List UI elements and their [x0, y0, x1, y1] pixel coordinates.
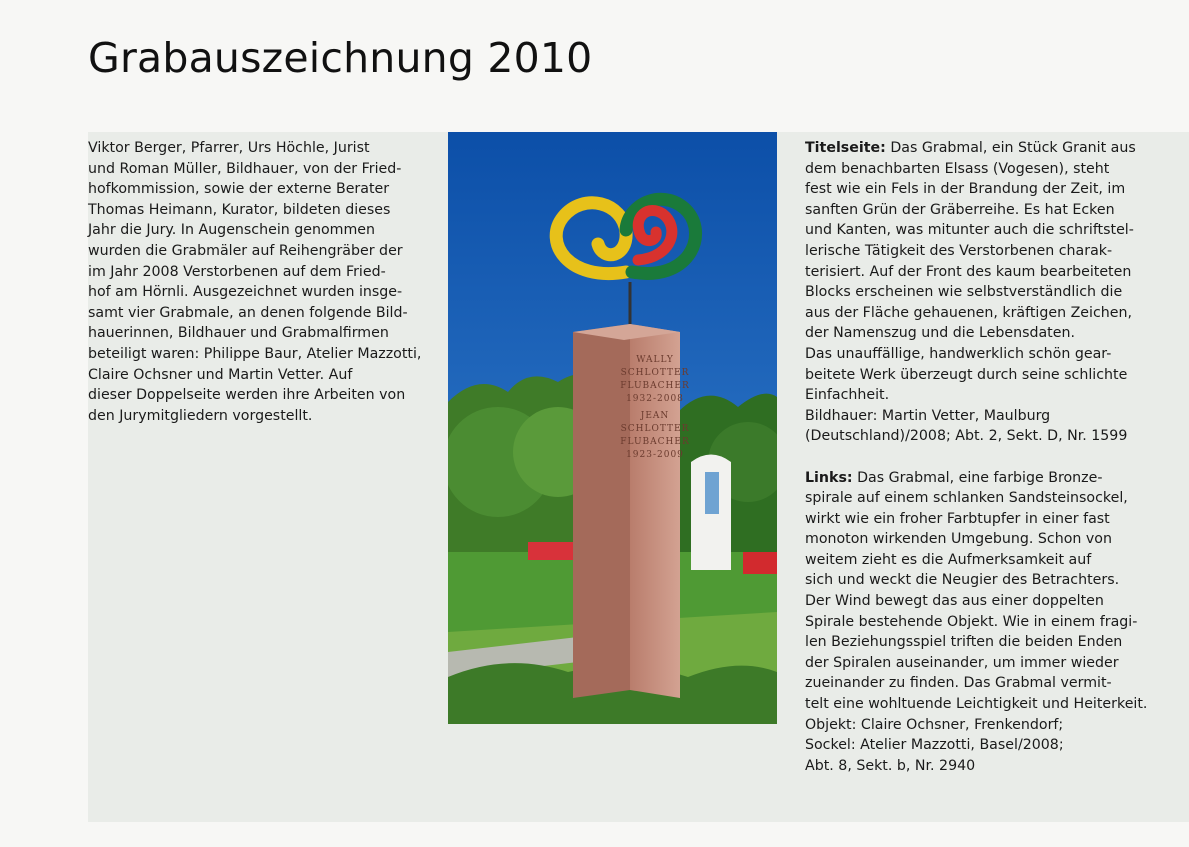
text-line: und Kanten, was mitunter auch die schriftstel-: [805, 222, 1134, 239]
inscription-line: SCHLOTTER: [620, 424, 690, 434]
text-line: beitete Werk überzeugt durch seine schlichte: [805, 366, 1128, 383]
inscription-line: JEAN: [640, 411, 670, 421]
text-span: Das Grabmal, ein Stück Granit aus: [890, 140, 1136, 156]
text-line: samt vier Grabmale, an denen folgende Bild-: [88, 304, 408, 321]
text-line: spirale auf einem schlanken Sandsteinsockel,: [805, 490, 1128, 507]
text-line: [805, 138, 1157, 159]
text-line: dem benachbarten Elsass (Vogesen), steht: [805, 160, 1110, 177]
text-line: aus der Fläche gehauenen, kräftigen Zeichen,: [805, 304, 1133, 321]
page-title: Grabauszeichnung 2010: [88, 34, 593, 82]
text-line: Viktor Berger, Pfarrer, Urs Höchle, Jurist: [88, 140, 370, 156]
text-line: Thomas Heimann, Kurator, bildeten dieses: [88, 201, 391, 218]
paragraph-gap: [805, 447, 1157, 468]
inscription-line: 1932-2008: [626, 394, 684, 404]
intro-text: [88, 138, 428, 426]
text-line: wurden die Grabmäler auf Reihengräber der: [88, 242, 403, 259]
text-line: Claire Ochsner und Martin Vetter. Auf: [88, 366, 353, 383]
text-line: fest wie ein Fels in der Brandung der Zeit, im: [805, 181, 1126, 198]
inscription-line: FLUBACHER: [620, 381, 690, 391]
text-line: telt eine wohltuende Leichtigkeit und Heiterkeit.: [805, 696, 1148, 713]
text-line: Blocks erscheinen wie selbstverständlich die: [805, 284, 1123, 301]
text-span: Das Grabmal, eine farbige Bronze-: [857, 469, 1103, 486]
text-line: len Beziehungsspiel triften die beiden Enden: [805, 634, 1123, 651]
text-line: sich und weckt die Neugier des Betrachters.: [805, 572, 1120, 589]
text-line: Das unauffällige, handwerklich schön gear-: [805, 345, 1112, 362]
text-line: lerische Tätigkeit des Verstorbenen charak-: [805, 242, 1113, 259]
text-line: [805, 468, 1157, 489]
text-line: weitem zieht es die Aufmerksamkeit auf: [805, 551, 1092, 568]
text-line: den Jurymitgliedern vorgestellt.: [88, 407, 313, 424]
text-line: hofkommission, sowie der externe Berater: [88, 181, 390, 198]
text-line: beteiligt waren: Philippe Baur, Atelier Mazzotti,: [88, 345, 422, 362]
caption-text: [805, 138, 1157, 776]
caption-label: Titelseite:: [805, 140, 886, 156]
inscription-line: FLUBACHER: [620, 437, 690, 447]
text-line: hauerinnen, Bildhauer und Grabmalfirmen: [88, 325, 389, 342]
text-line: Einfachheit.: [805, 387, 890, 404]
text-line: Abt. 8, Sekt. b, Nr. 2940: [805, 757, 976, 774]
text-line: und Roman Müller, Bildhauer, von der Fried-: [88, 160, 402, 177]
text-line: Objekt: Claire Ochsner, Frenkendorf;: [805, 716, 1064, 733]
inscription-line: SCHLOTTER: [620, 368, 690, 378]
text-line: sanften Grün der Gräberreihe. Es hat Ecken: [805, 201, 1115, 218]
text-line: der Namenszug und die Lebensdaten.: [805, 325, 1075, 342]
inscription-line: WALLY: [636, 355, 674, 365]
text-line: Sockel: Atelier Mazzotti, Basel/2008;: [805, 737, 1064, 754]
text-line: Spirale bestehende Objekt. Wie in einem fragi-: [805, 613, 1138, 630]
text-line: zueinander zu finden. Das Grabmal vermit-: [805, 675, 1112, 692]
text-line: hof am Hörnli. Ausgezeichnet wurden insge-: [88, 284, 403, 301]
text-line: terisiert. Auf der Front des kaum bearbeiteten: [805, 263, 1132, 280]
text-line: wirkt wie ein froher Farbtupfer in einer fast: [805, 510, 1110, 527]
text-line: Der Wind bewegt das aus einer doppelten: [805, 593, 1104, 610]
text-line: dieser Doppelseite werden ihre Arbeiten von: [88, 387, 406, 404]
text-line: Jahr die Jury. In Augenschein genommen: [88, 222, 376, 239]
text-line: (Deutschland)/2008; Abt. 2, Sekt. D, Nr. 1599: [805, 428, 1128, 445]
text-line: Bildhauer: Martin Vetter, Maulburg: [805, 407, 1051, 424]
text-line: im Jahr 2008 Verstorbenen auf dem Fried-: [88, 263, 386, 280]
grave-photo: [448, 132, 777, 724]
text-line: monoton wirkenden Umgebung. Schon von: [805, 531, 1112, 548]
text-line: der Spiralen auseinander, um immer wieder: [805, 654, 1119, 671]
inscription-line: 1923-2009: [626, 450, 684, 460]
caption-label: Links:: [805, 469, 853, 486]
